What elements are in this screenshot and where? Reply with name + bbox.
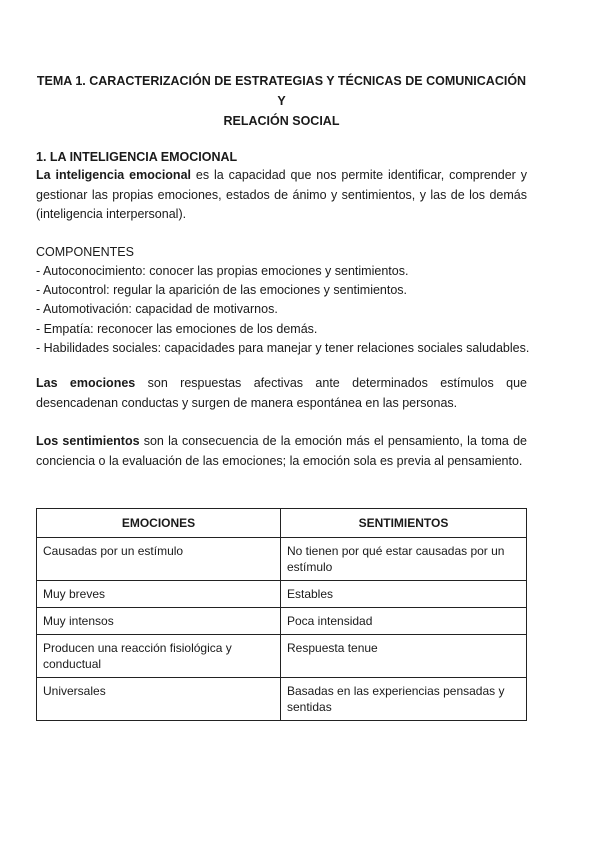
sentimientos-paragraph <box>36 432 527 471</box>
title-line-1: TEMA 1. CARACTERIZACIÓN DE ESTRATEGIAS Y TÉCNICAS DE COMUNICACIÓN Y <box>36 74 527 108</box>
intro-paragraph <box>36 166 527 225</box>
title-line-2: RELACIÓN SOCIAL <box>223 114 340 128</box>
header-emociones: EMOCIONES <box>37 509 281 538</box>
table-row <box>37 608 527 635</box>
table-cell: Producen una reacción fisiológica y conductual <box>37 635 281 678</box>
emociones-bold: Las emociones <box>36 376 136 390</box>
list-item: - Empatía: reconocer las emociones de los demás. <box>36 321 318 336</box>
header-sentimientos: SENTIMIENTOS <box>281 509 527 538</box>
intro-bold: La inteligencia emocional <box>36 168 191 182</box>
table-header-row <box>37 509 527 538</box>
table-row <box>37 581 527 608</box>
table-row <box>37 635 527 678</box>
table-cell: Respuesta tenue <box>281 635 527 678</box>
table-cell: Muy breves <box>37 581 281 608</box>
list-item: - Autocontrol: regular la aparición de las emociones y sentimientos. <box>36 283 408 298</box>
table-row <box>37 678 527 721</box>
table-cell: Poca intensidad <box>281 608 527 635</box>
list-item: - Automotivación: capacidad de motivarnos. <box>36 302 278 317</box>
list-item: - Autoconocimiento: conocer las propias emociones y sentimientos. <box>36 264 409 278</box>
components-list <box>36 262 530 358</box>
comparison-table <box>36 508 527 721</box>
page-title <box>36 71 527 131</box>
table-cell: Estables <box>281 581 527 608</box>
components-heading: COMPONENTES <box>36 245 134 259</box>
emociones-paragraph <box>36 374 527 413</box>
emociones-text: son respuestas afectivas ante determinados estímulos que desencadenan conductas y surgen de manera espontánea en las personas. <box>36 376 527 410</box>
sentimientos-text: son la consecuencia de la emoción más el pensamiento, la toma de conciencia o la evaluación de las emociones; la emoción sola es previa al pensamiento. <box>36 434 527 468</box>
table-cell: Causadas por un estímulo <box>37 538 281 581</box>
table-row <box>37 538 527 581</box>
table-cell: Universales <box>37 678 281 721</box>
intro-text: es la capacidad que nos permite identificar, comprender y gestionar las propias emociones, estados de ánimo y sentimientos, y las de los demás (inteligencia interpersonal). <box>36 168 527 221</box>
table-cell: Muy intensos <box>37 608 281 635</box>
list-item: - Habilidades sociales: capacidades para manejar y tener relaciones sociales saludables. <box>36 340 530 355</box>
section-heading: 1. LA INTELIGENCIA EMOCIONAL <box>36 150 238 164</box>
sentimientos-bold: Los sentimientos <box>36 434 140 448</box>
table-cell: No tienen por qué estar causadas por un estímulo <box>281 538 527 581</box>
table-cell: Basadas en las experiencias pensadas y sentidas <box>281 678 527 721</box>
